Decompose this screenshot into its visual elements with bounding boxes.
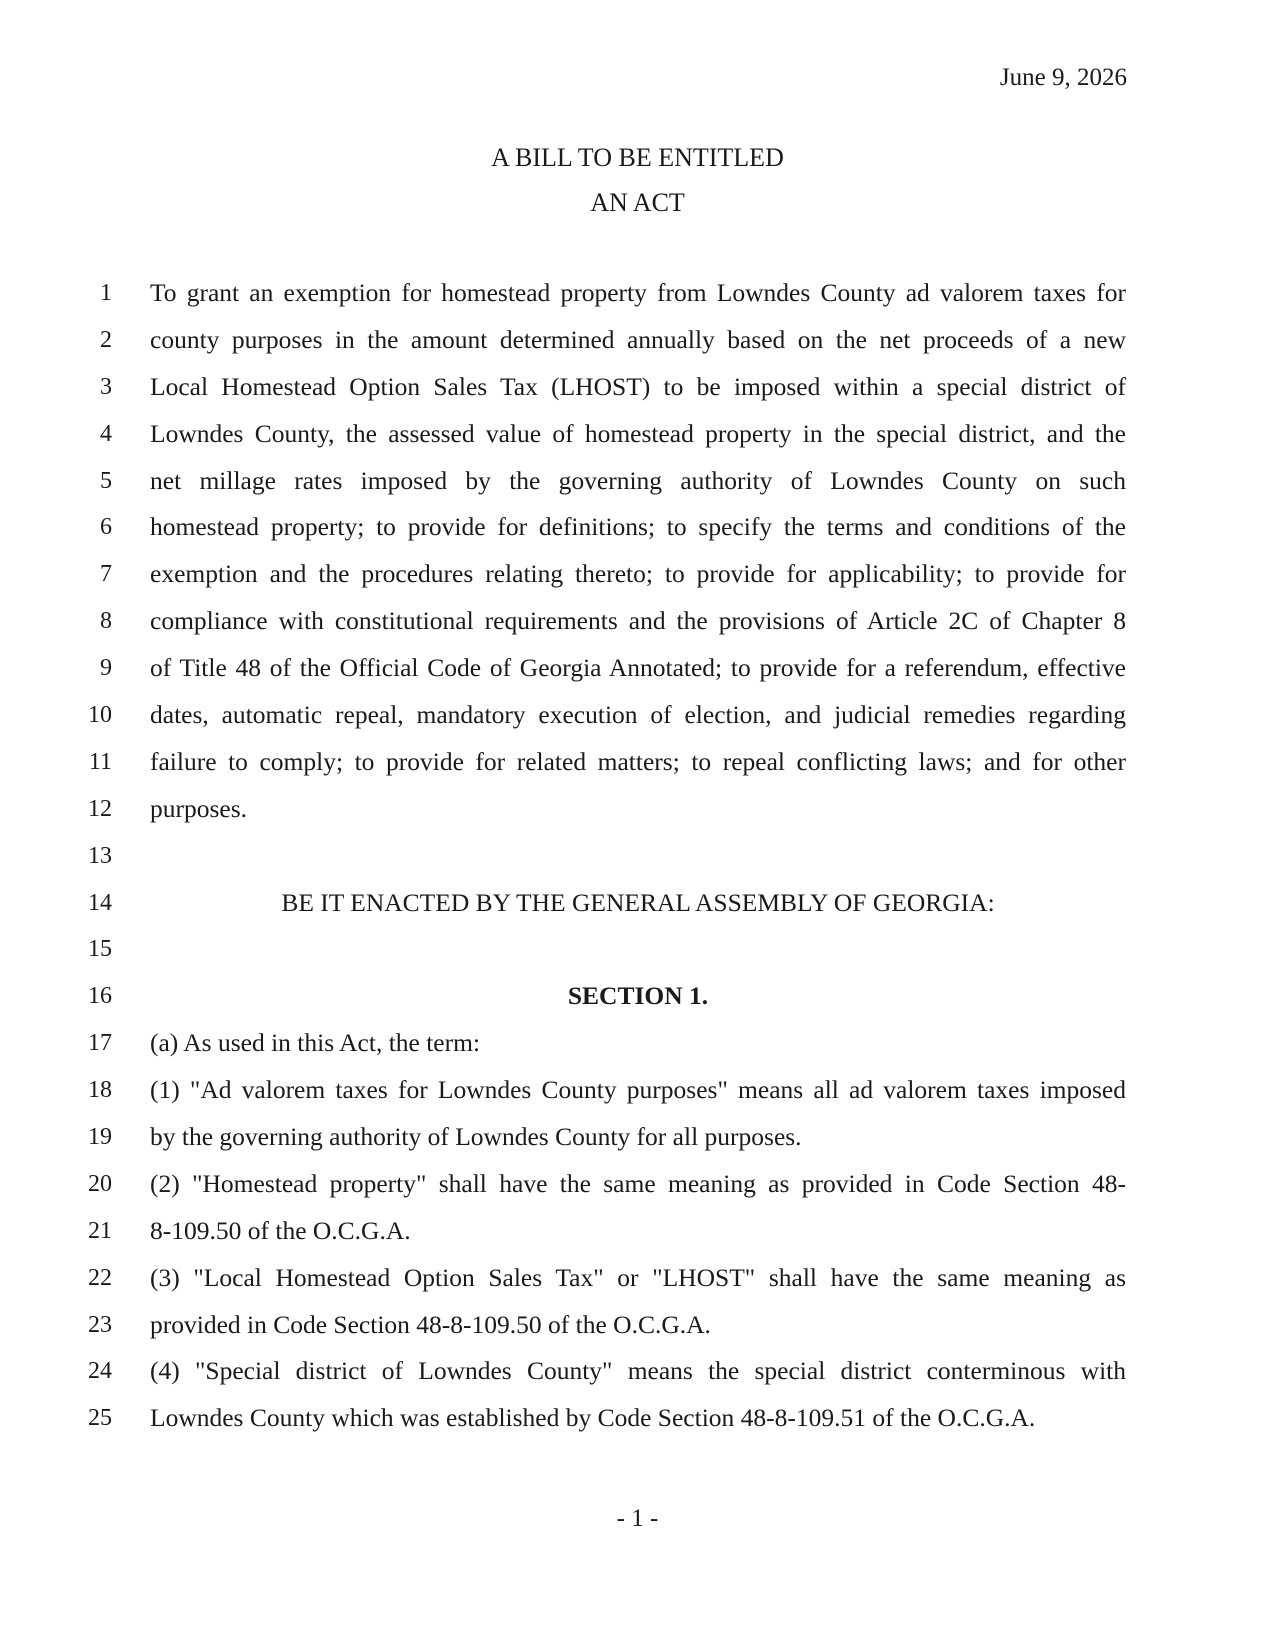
line-number: 5	[100, 467, 112, 494]
line-number: 1	[100, 280, 112, 306]
numbered-line	[0, 420, 1275, 467]
line-number: 21	[88, 1217, 112, 1244]
numbered-line	[0, 1170, 1275, 1217]
line-number: 20	[88, 1170, 112, 1197]
line-number: 12	[88, 795, 112, 822]
line-text: (2) "Homestead property" shall have the same meaning as provided in Code Section 48-	[150, 1168, 1126, 1198]
line-text: BE IT ENACTED BY THE GENERAL ASSEMBLY OF GEORGIA:	[281, 887, 995, 917]
line-text: homestead property; to provide for definitions; to specify the terms and conditions of the	[150, 512, 1126, 542]
bill-body	[0, 279, 1275, 1451]
line-text: 8-109.50 of the O.C.G.A.	[150, 1215, 411, 1245]
line-text: (4) "Special district of Lowndes County" means the special district conterminous with	[150, 1356, 1126, 1386]
numbered-line	[0, 279, 1275, 326]
numbered-line	[0, 1123, 1275, 1170]
numbered-line	[0, 654, 1275, 701]
line-number: 10	[88, 702, 112, 729]
line-text: of Title 48 of the Official Code of Georgia Annotated; to provide for a referendum, effective	[150, 653, 1126, 683]
line-number: 15	[88, 936, 112, 963]
line-number: 7	[100, 561, 112, 588]
numbered-line	[0, 748, 1275, 795]
line-number: 11	[88, 748, 112, 775]
line-number: 16	[88, 983, 112, 1010]
line-number: 23	[88, 1311, 112, 1338]
numbered-line	[0, 1357, 1275, 1404]
numbered-line	[0, 1264, 1275, 1311]
numbered-line	[0, 326, 1275, 373]
line-text: Lowndes County, the assessed value of homestead property in the special district, and the	[150, 418, 1126, 448]
line-text: SECTION 1.	[567, 981, 709, 1011]
line-text: To grant an exemption for homestead property from Lowndes County ad valorem taxes for	[150, 278, 1126, 307]
numbered-line	[0, 607, 1275, 654]
line-text: compliance with constitutional requirements and the provisions of Article 2C of Chapter 8	[150, 606, 1126, 636]
numbered-line	[0, 1029, 1275, 1076]
line-number: 17	[88, 1030, 112, 1057]
line-text: (1) "Ad valorem taxes for Lowndes County purposes" means all ad valorem taxes imposed	[150, 1075, 1126, 1105]
line-text: Local Homestead Option Sales Tax (LHOST) to be imposed within a special district of	[150, 371, 1126, 401]
line-number: 8	[100, 608, 112, 635]
numbered-line	[0, 1404, 1275, 1451]
numbered-line	[0, 701, 1275, 748]
numbered-line	[0, 935, 1275, 982]
line-number: 24	[88, 1358, 112, 1385]
line-text: failure to comply; to provide for related matters; to repeal conflicting laws; and for other	[150, 746, 1126, 776]
line-text: by the governing authority of Lowndes County for all purposes.	[150, 1122, 802, 1152]
line-number: 3	[100, 373, 112, 400]
line-number: 6	[100, 514, 112, 541]
numbered-line	[0, 842, 1275, 889]
numbered-line	[0, 560, 1275, 607]
numbered-line	[0, 1217, 1275, 1264]
line-number: 13	[88, 842, 112, 869]
line-text: (3) "Local Homestead Option Sales Tax" or "LHOST" shall have the same meaning as	[150, 1262, 1126, 1292]
numbered-line	[0, 795, 1275, 842]
line-number: 4	[100, 420, 112, 447]
line-text: purposes.	[150, 793, 248, 823]
numbered-line	[0, 982, 1275, 1029]
line-text: Lowndes County which was established by Code Section 48-8-109.51 of the O.C.G.A.	[150, 1403, 1036, 1433]
line-text: exemption and the procedures relating thereto; to provide for applicability; to provide for	[150, 559, 1126, 589]
numbered-line	[0, 889, 1275, 936]
line-text: net millage rates imposed by the governing authority of Lowndes County on such	[150, 465, 1126, 495]
document-date: June 9, 2026	[999, 64, 1127, 91]
line-number: 14	[88, 889, 112, 916]
line-number: 18	[88, 1077, 112, 1104]
line-number: 2	[100, 326, 112, 353]
line-text: county purposes in the amount determined annually based on the net proceeds of a new	[150, 324, 1126, 354]
bill-title: A BILL TO BE ENTITLED	[491, 143, 784, 172]
line-number: 22	[88, 1264, 112, 1291]
line-number: 25	[88, 1405, 112, 1432]
numbered-line	[0, 1076, 1275, 1123]
act-title: AN ACT	[590, 188, 685, 217]
line-text: dates, automatic repeal, mandatory execution of election, and judicial remedies regarding	[150, 700, 1126, 730]
line-number: 9	[100, 655, 112, 682]
numbered-line	[0, 467, 1275, 514]
line-text: (a) As used in this Act, the term:	[150, 1028, 481, 1058]
numbered-line	[0, 1311, 1275, 1358]
numbered-line	[0, 513, 1275, 560]
page-number: - 1 -	[616, 1505, 659, 1532]
numbered-line	[0, 373, 1275, 420]
line-number: 19	[88, 1124, 112, 1151]
line-text: provided in Code Section 48-8-109.50 of the O.C.G.A.	[150, 1309, 711, 1339]
